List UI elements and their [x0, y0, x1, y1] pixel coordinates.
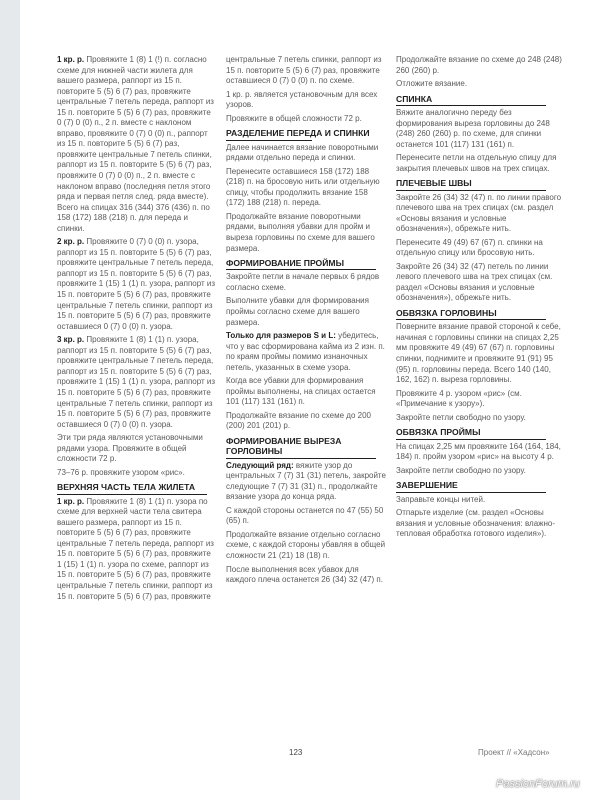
project-footer: Проект // «Хадсон» [478, 748, 550, 757]
armhole-text-2: Выполните убавки для формирования проймы согласно схеме для вашего размера. [226, 296, 369, 327]
column-1 [57, 55, 217, 605]
heading-shoulder-seams: ПЛЕЧЕВЫЕ ШВЫ [396, 178, 472, 189]
neck-text-3: Продолжайте вязание отдельно согласно схеме, с каждой стороны убавляя в общей сложности 21 (21) 18 (18) п. [226, 529, 386, 561]
heading-armhole: ФОРМИРОВАНИЕ ПРОЙМЫ [226, 258, 344, 269]
row-3-instruction: 3 кр. р. Провяжите 1 (8) 1 (1) п. узора, раппорт из 15 п. повторите 5 (5) 6 (7) раз, провяжите центральные 7 петель переда, раппорт из 15 п. повторите 5 (5) 6 (7) раз, провяжите 1 (15) 1 (1) п. узора, раппорт из 15 п. повторите 5 (5) 6 (7) раз, провяжите центральные 7 петель спинки, раппорт из 15 п. повторите 5 (5) 6 (7) раз, провяжите оставшиеся 0 (7) 0 (0) п. узора. [57, 335, 216, 429]
armhole-text-1: Закройте петли в начале первых 6 рядов согласно схеме. [226, 272, 380, 292]
neckband-text-1: Поверните вязание правой стороной к себе, начиная с горловины спинки на спицах 2,25 мм провяжите 49 (49) 67 (67) п. горловины спинки, поднимите и провяжите 91 (91) 95 (95) п. горловины переда. Всего 140 (140, 162, 162) п. выреза горловины. [396, 322, 561, 385]
heading-rule [396, 319, 546, 320]
column-3 [396, 55, 562, 543]
continue-text: Продолжайте вязание по схеме до 248 (248) 260 (260) р. [396, 55, 562, 75]
page-side-strip [0, 0, 20, 800]
neck-text-2: С каждой стороны останется по 47 (55) 50 (65) п. [226, 505, 384, 526]
heading-rule [226, 269, 376, 270]
heading-back: СПИНКА [396, 93, 433, 104]
setup-rows-note: Эти три ряда являются установочными рядами узора. Провяжите в общей сложности 72 р. [57, 433, 203, 464]
finishing-text-2: Отпарьте изделие (см. раздел «Основы вязания и условные обозначения: влажно-тепловая обработка готового изделия»). [396, 508, 556, 539]
split-text-2: Перенесите оставшиеся 158 (172) 188 (218) п. на бросовую нить или отдельную спицу, чтобы продолжить вязание 158 (172) 188 (218) п. переда. [226, 166, 380, 208]
heading-neckline: ФОРМИРОВАНИЕ ВЫРЕЗА ГОРЛОВИНЫ [226, 436, 342, 457]
heading-rule [226, 140, 312, 141]
heading-rule [226, 458, 376, 459]
heading-rule [396, 492, 546, 493]
heading-split: РАЗДЕЛЕНИЕ ПЕРЕДА И СПИНКИ [226, 128, 370, 139]
shoulder-text-2: Перенесите 49 (49) 67 (67) п. спинки на отдельную спицу или бросовую нить. [396, 237, 543, 258]
heading-neckband: ОБВЯЗКА ГОРЛОВИНЫ [396, 308, 497, 319]
heading-rule [396, 105, 546, 106]
split-text-3: Продолжайте вязание поворотными рядами, выполняя убавки для пройм и выреза горловины по схеме для вашего размера. [226, 211, 375, 253]
row-2-instruction: 2 кр. р. Провяжите 0 (7) 0 (0) п. узора, раппорт из 15 п. повторите 5 (5) 6 (7) раз, провяжите центральные 7 петель переда, раппорт из 15 п. повторите 5 (5) 6 (7) раз, провяжите 1 (15) 1 (1) п. узора, раппорт из 15 п. повторите 5 (5) 6 (7) раз, провяжите центральные 7 петель спинки, раппорт из 15 п. повторите 5 (5) 6 (7) раз, провяжите оставшиеся 0 (7) 0 (0) п. узора. [57, 237, 216, 331]
shoulder-text-3: Закройте 26 (34) 32 (47) петель по линии левого плечевого шва на трех спицах (см. раздел «Основы вязания и условные обозначения»), обрежьте нить. [396, 261, 553, 303]
armband-text-2: Закройте петли свободно по узору. [396, 465, 526, 475]
upper-row-1-instruction: 1 кр. р. Провяжите 1 (8) 1 (1) п. узора по схеме для верхней части тела свитера вашего размера, раппорт из 15 п. повторите 5 (5) 6 (7) раз, провяжите центральные 7 петель переда, раппорт из 15 п. повторите 5 (5) 6 (7) раз, провяжите 1 (15) 1 (1) п. узора по схеме, раппорт из 15 п. повторите 5 (5) 6 (7) раз, провяжите центральные 7 петель спинки, раппорт из 15 п. повторите 5 (5) 6 (7) раз, провяжите [57, 496, 214, 601]
neckband-text-3: Закройте петли свободно по узору. [396, 412, 526, 422]
heading-finishing: ЗАВЕРШЕНИЕ [396, 480, 458, 491]
neck-text-4: После выполнения всех убавок для каждого плеча останется 26 (34) 32 (47) п. [226, 564, 383, 585]
heading-rule [396, 190, 546, 191]
armhole-text-4: Продолжайте вязание по схеме до 200 (200) 201 (201) р. [226, 410, 371, 431]
sizes-s-l-note: Только для размеров S и L: убедитесь, что у вас сформирована кайма из 2 изн. п. по краям проймы помимо изнаночных петель, указанных в схеме узора. [226, 331, 385, 372]
armhole-text-3: Когда все убавки для формирования проймы выполнены, на спицах остается 101 (117) 131 (161) п. [226, 376, 376, 407]
total-rows-note: Провяжите в общей сложности 72 р. [226, 113, 362, 123]
column-2 [226, 55, 386, 589]
shoulder-text-1: Закройте 26 (34) 32 (47) п. по линии правого плечевого шва на трех спицах (см. раздел «Основы вязания и условные обозначения»), обрежьте нить. [396, 192, 562, 234]
page-number: 123 [289, 748, 303, 757]
heading-upper-body: ВЕРХНЯЯ ЧАСТЬ ТЕЛА ЖИЛЕТА [57, 482, 196, 493]
heading-armband: ОБВЯЗКА ПРОЙМЫ [396, 427, 481, 438]
rows-73-76-note: 73–76 р. провяжите узором «рис». [57, 467, 185, 477]
finishing-text-1: Заправьте концы нитей. [396, 494, 486, 504]
heading-rule [57, 494, 207, 495]
back-text-1: Вяжите аналогично переду без формирования выреза горловины до 248 (248) 260 (260) р. по схеме, для спинки останется 101 (117) 131 (161) п. [396, 107, 550, 149]
set-aside-text: Отложите вязание. [396, 79, 468, 89]
split-text-1: Далее начинается вязание поворотными рядами отдельно переда и спинки. [226, 142, 379, 163]
site-watermark: PassionForum.ru [496, 778, 580, 790]
neckband-text-2: Провяжите 4 р. узором «рис» (см. «Примечание к узору»). [396, 388, 522, 409]
continued-text: центральные 7 петель спинки, раппорт из 15 п. повторите 5 (5) 6 (7) раз, провяжите оставшиеся 0 (7) 0 (0) п. по схеме. [226, 55, 382, 86]
setup-row-note: 1 кр. р. является установочным для всех узоров. [226, 89, 378, 110]
heading-rule [396, 439, 546, 440]
row-1-instruction: 1 кр. р. Провяжите 1 (8) 1 (!) п. согласно схеме для нижней части жилета для вашего размера, раппорт из 15 п. повторите 5 (5) 6 (7) раз, провяжите центральные 7 петель переда, раппорт из 15 п. повторите 5 (5) 6 (7) раз, провяжите 0 (7) 0 (0) п., 2 п. вместе с наклоном вправо, провяжите 0 (7) 0 (0) п., раппорт из 15 п. повторите 5 (5) 6 (7) раз, провяжите центральные 7 петель спинки, раппорт из 15 п. повторите 5 (5) 6 (7) раз, провяжите 0 (7) 0 (0) п., 2 п. вместе с наклоном вправо (последняя петля этого ряда и первая петля след. ряда вместе). Всего на спицах 316 (344) 376 (436) п. по 158 (172) 188 (218) п. для переда и спинки. [57, 55, 214, 233]
next-row-instruction: Следующий ряд: вяжите узор до центральных 7 (7) 31 (31) петель, закройте следующие 7 (7) 31 (31) п., продолжайте вязание узора до конца ряда. [226, 460, 386, 502]
back-text-2: Перенесите петли на отдельную спицу для закрытия плечевых швов на трех спицах. [396, 153, 557, 173]
armband-text-1: На спицах 2,25 мм провяжите 164 (164, 184, 184) п. пройм узором «рис» на высоту 4 р. [396, 441, 561, 462]
